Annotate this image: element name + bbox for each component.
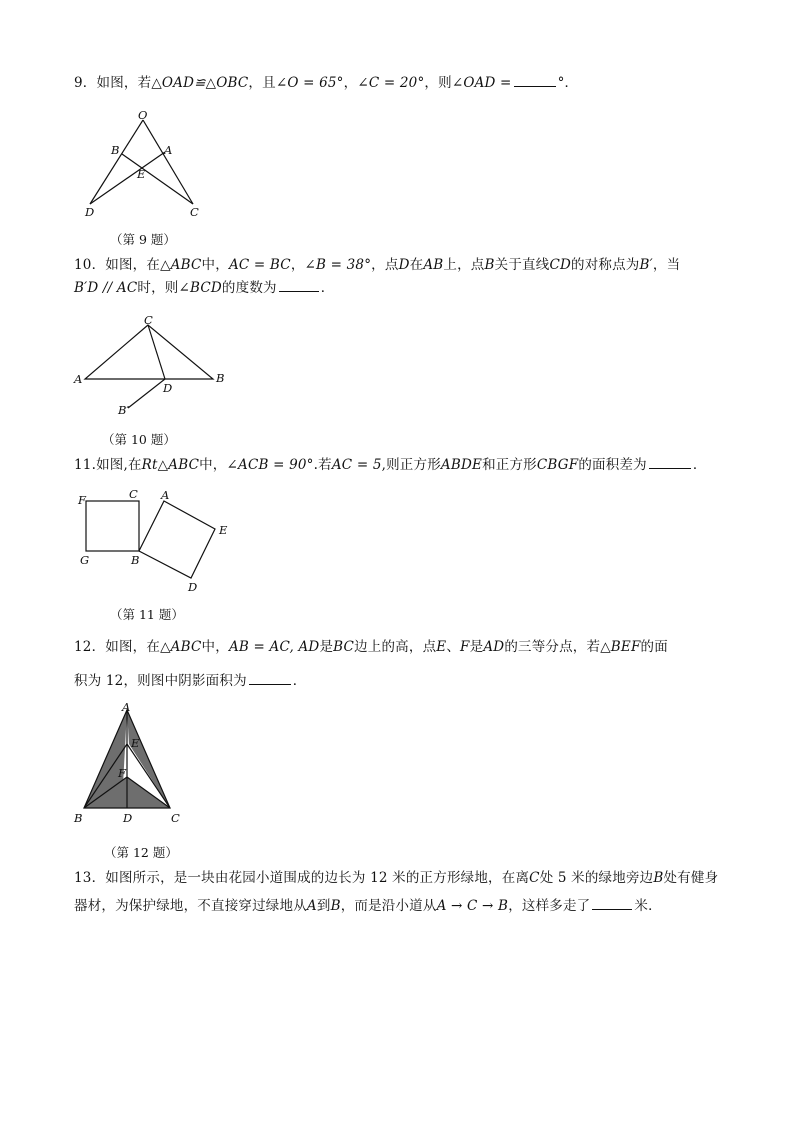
- label-b: B: [111, 143, 120, 157]
- q11-text: 中，: [199, 457, 227, 473]
- q10-text: 上，点: [443, 257, 485, 273]
- label-e: E: [131, 736, 140, 750]
- q12-line-1: [74, 636, 734, 659]
- q13-math: B: [330, 898, 341, 914]
- q13-text: 米．: [634, 898, 662, 914]
- q10-math: △ABC: [160, 257, 202, 273]
- caption-11: （第 11 题）: [110, 607, 184, 622]
- label-d: D: [85, 205, 95, 219]
- q13-text: 器材，为保护绿地，不直接穿过绿地从: [74, 898, 307, 914]
- q9-text: ，: [343, 75, 358, 91]
- caption-10: （第 10 题）: [102, 432, 176, 447]
- q12-math: △ABC: [160, 639, 202, 655]
- q13-text: ，而是沿小道从: [340, 898, 437, 914]
- q11-math: ∠ACB = 90°: [226, 457, 314, 473]
- q12-math: △BEF: [600, 639, 641, 655]
- q10-math: AC = BC: [228, 257, 291, 273]
- q11-text: .若: [313, 457, 332, 473]
- figure-9: [80, 108, 220, 220]
- question-10: [74, 254, 734, 300]
- q10-text: ，: [290, 257, 305, 273]
- label-f: F: [118, 766, 126, 780]
- caption-12: （第 12 题）: [104, 845, 178, 860]
- label-d: D: [163, 381, 173, 395]
- figure-11: [74, 486, 239, 596]
- figure-12: [72, 700, 192, 828]
- q12-text: 如图，在: [105, 639, 161, 655]
- q9-angle-oad: ∠OAD =: [451, 75, 512, 91]
- label-c: C: [129, 487, 138, 501]
- q10-text: ，当: [652, 257, 681, 273]
- question-number: 11.: [74, 457, 97, 473]
- caption-9: （第 9 题）: [110, 232, 176, 247]
- label-a: A: [74, 372, 83, 386]
- question-9: [74, 72, 734, 95]
- label-f: F: [78, 493, 86, 507]
- q12-math: F: [460, 639, 470, 655]
- q10-text: 时，则: [137, 280, 179, 296]
- q9-congruence: △OAD≌△OBC: [151, 75, 249, 91]
- label-d: D: [188, 580, 198, 594]
- q10-text: ，点: [371, 257, 399, 273]
- label-b: B: [74, 811, 83, 825]
- label-c: C: [144, 313, 153, 327]
- answer-blank[interactable]: [279, 277, 319, 292]
- q13-math: A: [306, 898, 317, 914]
- q12-text: ．: [292, 673, 307, 689]
- q12-text: 的面: [640, 639, 668, 655]
- q10-text: 中，: [201, 257, 229, 273]
- label-e: E: [137, 167, 146, 181]
- answer-blank[interactable]: [249, 670, 291, 685]
- q11-text: ．: [692, 457, 707, 473]
- label-g: G: [80, 553, 90, 567]
- q11-math: Rt△ABC: [141, 457, 200, 473]
- q11-math: AC = 5: [331, 457, 382, 473]
- q12-math: AB = AC, AD: [228, 639, 320, 655]
- q13-math: C: [529, 870, 540, 886]
- answer-blank[interactable]: [649, 454, 691, 469]
- q10-math: ∠BCD: [178, 280, 222, 296]
- q9-text: ，则: [424, 75, 452, 91]
- q11-text: 如图,在: [96, 457, 142, 473]
- q10-text: 如图，在: [105, 257, 161, 273]
- q10-text: ．: [320, 280, 335, 296]
- q10-math: B′: [639, 257, 653, 273]
- q12-text: 积为 12，则图中阴影面积为: [74, 673, 247, 689]
- label-a: A: [164, 143, 173, 157]
- q13-math: B: [653, 870, 664, 886]
- question-number: 13．: [74, 870, 106, 886]
- label-d: D: [123, 811, 133, 825]
- label-b-prime: B′: [118, 403, 130, 417]
- question-11: [74, 454, 734, 477]
- q13-line-2: [74, 895, 734, 918]
- q13-text: 到: [316, 898, 331, 914]
- q11-text: 和正方形: [482, 457, 537, 473]
- label-c: C: [190, 205, 199, 219]
- q9-text: 如图，若: [96, 75, 152, 91]
- question-number: 10．: [74, 257, 106, 273]
- q12-text: 是: [319, 639, 334, 655]
- figure-10: [72, 313, 237, 418]
- q10-math: B′D // AC: [74, 280, 138, 296]
- label-b: B: [131, 553, 140, 567]
- q10-math: D: [398, 257, 410, 273]
- q9-angle-o: ∠O = 65°: [275, 75, 344, 91]
- label-a: A: [161, 488, 170, 502]
- q10-math: CD: [549, 257, 571, 273]
- q12-line-2: [74, 670, 734, 693]
- answer-blank[interactable]: [514, 72, 556, 87]
- q12-text: 中，: [201, 639, 229, 655]
- q13-text: ，这样多走了: [508, 898, 591, 914]
- label-a: A: [122, 700, 131, 714]
- label-o: O: [138, 108, 148, 122]
- q13-text: 如图所示，是一块由花园小道围成的边长为 12 米的正方形绿地，在离: [105, 870, 530, 886]
- label-b: B: [216, 371, 225, 385]
- q13-text: 处 5 米的绿地旁边: [539, 870, 654, 886]
- q10-text: 的对称点为: [571, 257, 640, 273]
- q9-text: ，且: [248, 75, 276, 91]
- q10-line-2: [74, 277, 734, 300]
- q10-text: 的度数为: [221, 280, 277, 296]
- q10-math: B: [484, 257, 495, 273]
- q11-text: 的面积差为: [578, 457, 647, 473]
- answer-blank[interactable]: [592, 895, 632, 910]
- q9-text: °．: [557, 75, 579, 91]
- q13-text: 处有健身: [663, 870, 719, 886]
- q10-math: AB: [423, 257, 444, 273]
- question-number: 12．: [74, 639, 106, 655]
- q12-math: AD: [483, 639, 505, 655]
- q12-text: 的三等分点，若: [504, 639, 601, 655]
- q12-math: E: [436, 639, 447, 655]
- question-number: 9．: [74, 75, 97, 91]
- q12-text: 、: [446, 639, 461, 655]
- question-13: [74, 867, 734, 918]
- q10-text: 关于直线: [494, 257, 550, 273]
- q12-text: 边上的高，点: [354, 639, 437, 655]
- q10-math: ∠B = 38°: [304, 257, 372, 273]
- q13-line-1: [74, 867, 734, 890]
- label-c: C: [171, 811, 180, 825]
- q11-math: ABDE: [440, 457, 483, 473]
- question-12: [74, 636, 734, 693]
- q11-text: ,则正方形: [381, 457, 441, 473]
- q12-math: BC: [333, 639, 355, 655]
- q10-text: 在: [409, 257, 424, 273]
- q13-math: A → C → B: [436, 898, 509, 914]
- label-e: E: [219, 523, 228, 537]
- q10-line-1: [74, 254, 734, 277]
- q9-angle-c: ∠C = 20°: [357, 75, 425, 91]
- q11-math: CBGF: [536, 457, 579, 473]
- q12-text: 是: [469, 639, 484, 655]
